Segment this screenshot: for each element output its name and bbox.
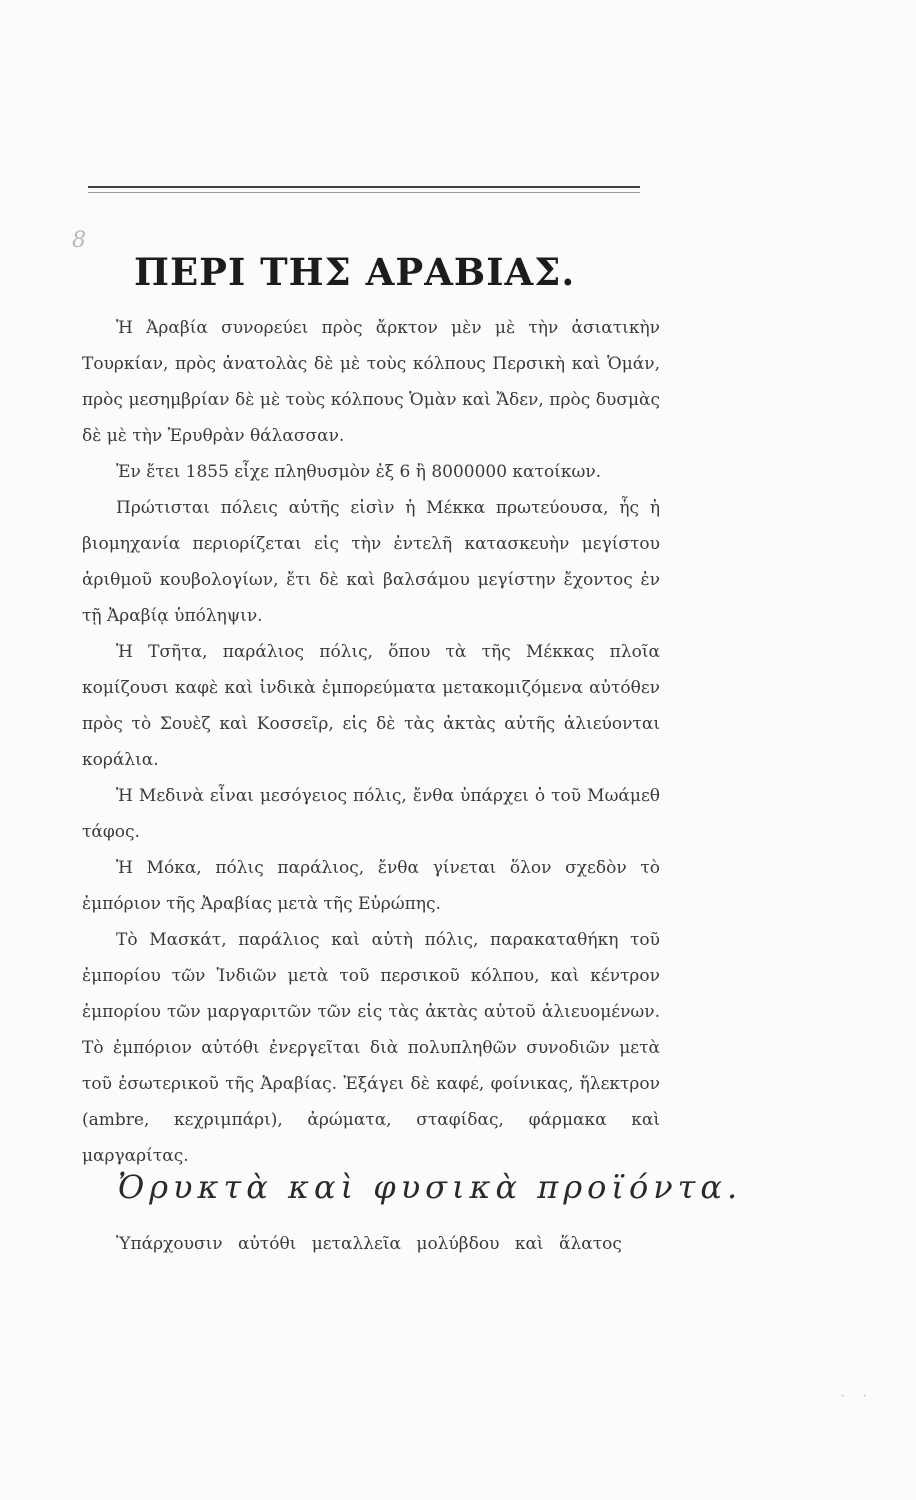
paragraph-medina: Ἡ Μεδινὰ εἶναι μεσόγειος πόλις, ἔνθα ὑπάρχει ὁ τοῦ Μωάμεθ τάφος. xyxy=(82,786,660,842)
paragraph-population: Ἐν ἔτει 1855 εἶχε πληθυσμὸν ἐξ 6 ἢ 8000000 κατοίκων. xyxy=(116,462,602,482)
corner-smudge: · · xyxy=(840,1386,874,1405)
paragraph-mecca: Πρώτισται πόλεις αὐτῆς εἰσὶν ἡ Μέκκα πρωτεύουσα, ἧς ἡ βιομηχανία περιορίζεται εἰς τὴν ἐντελῆ κατασκευὴν μεγίστου ἀριθμοῦ κουβολογίων, ἔτι δὲ καὶ βαλσάμου μεγίστην ἔχοντος ἐν τῇ Ἀραβίᾳ ὑπόληψιν. xyxy=(82,498,660,626)
header-rule xyxy=(88,186,640,188)
paragraph-muscat: Τὸ Μασκάτ, παράλιος καὶ αὐτὴ πόλις, παρακαταθήκη τοῦ ἐμπορίου τῶν Ἰνδιῶν μετὰ τοῦ περσικοῦ κόλπου, καὶ κέντρον ἐμπορίου τῶν μαργαριτῶν τῶν εἰς τὰς ἀκτὰς αὐτοῦ ἁλιευομένων. Τὸ ἐμπόριον αὐτόθι ἐνεργεῖται διὰ πολυπληθῶν συνοδιῶν μετὰ τοῦ ἐσωτερικοῦ τῆς Ἀραβίας. Ἐξάγει δὲ καφέ, φοίνικας, ἤλεκτρον (ambre, κεχριμπάρι), ἀρώματα, σταφίδας, φάρμακα καὶ μαργαρίτας. xyxy=(82,930,660,1166)
last-line: Ὑπάρχουσιν αὐτόθι μεταλλεῖα μολύβδου καὶ ἅλατος xyxy=(116,1234,622,1254)
page-title: ΠΕΡΙ ΤΗΣ ΑΡΑΒΙΑΣ. xyxy=(134,250,576,294)
section-heading: Ὀρυκτὰ καὶ φυσικὰ προϊόντα. xyxy=(118,1168,743,1206)
body-text xyxy=(82,310,660,1174)
paragraph-jeddah: Ἡ Τσῆτα, παράλιος πόλις, ὅπου τὰ τῆς Μέκκας πλοῖα κομίζουσι καφὲ καὶ ἰνδικὰ ἐμπορεύματα μετακομιζόμενα αὐτόθεν πρὸς τὸ Σουὲζ καὶ Κοσσεῖρ, εἰς δὲ τὰς ἀκτὰς αὐτῆς ἁλιεύονται κοράλια. xyxy=(82,642,660,770)
paragraph-borders: Ἡ Ἀραβία συνορεύει πρὸς ἄρκτον μὲν μὲ τὴν ἀσιατικὴν Τουρκίαν, πρὸς ἀνατολὰς δὲ μὲ τοὺς κόλπους Περσικὴ καὶ Ὁμάν, πρὸς μεσημβρίαν δὲ μὲ τοὺς κόλπους Ὁμὰν καὶ Ἄδεν, πρὸς δυσμὰς δὲ μὲ τὴν Ἐρυθρὰν θάλασσαν. xyxy=(82,318,660,446)
margin-pencil-mark: 8 xyxy=(72,228,86,253)
header-rule-thin xyxy=(88,192,640,193)
paragraph-mocha: Ἡ Μόκα, πόλις παράλιος, ἔνθα γίνεται ὅλον σχεδὸν τὸ ἐμπόριον τῆς Ἀραβίας μετὰ τῆς Εὐρώπης. xyxy=(82,858,660,914)
